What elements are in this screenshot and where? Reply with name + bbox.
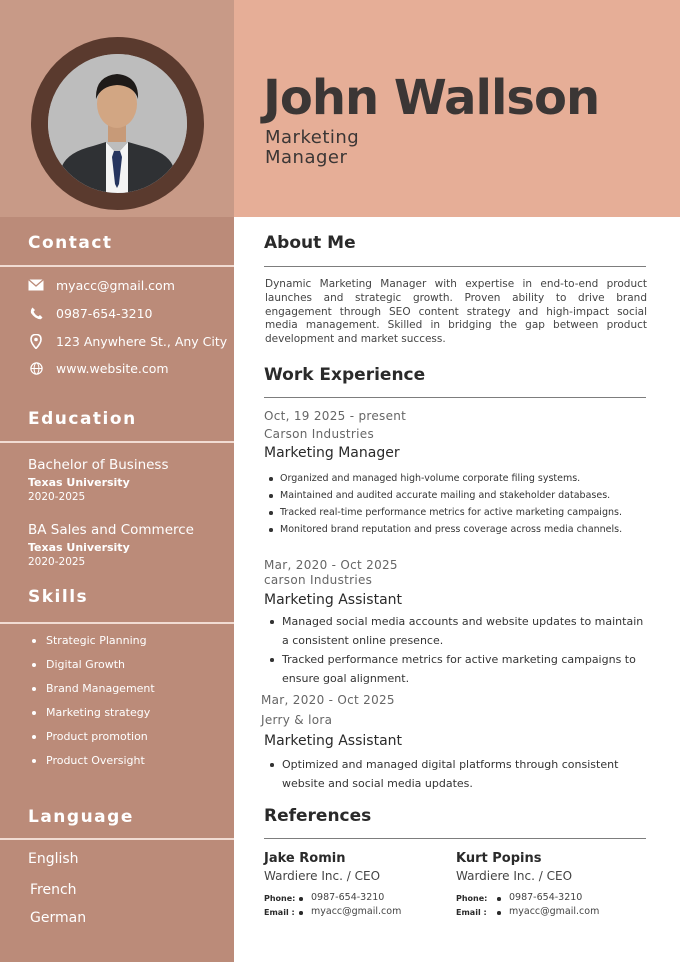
list-item: Monitored brand reputation and press coverage across media channels. xyxy=(268,521,648,538)
work-heading: Work Experience xyxy=(264,365,426,385)
skill-label: Marketing strategy xyxy=(46,706,151,719)
about-heading: About Me xyxy=(264,233,356,253)
skill-item xyxy=(32,682,155,695)
contact-phone[interactable] xyxy=(28,305,153,321)
bullet-icon xyxy=(299,911,303,915)
divider xyxy=(264,838,646,839)
contact-heading: Contact xyxy=(28,233,113,253)
job-role: Marketing Assistant xyxy=(264,733,403,749)
reference-email-label: Email : xyxy=(456,908,487,917)
divider xyxy=(264,266,646,267)
reference-email: myacc@gmail.com xyxy=(509,906,600,917)
list-item: Managed social media accounts and website updates to maintain a consistent online presence. xyxy=(268,612,650,650)
profile-photo xyxy=(48,54,187,193)
education-school: Texas University xyxy=(28,476,130,489)
contact-website[interactable] xyxy=(28,360,169,376)
reference-email: myacc@gmail.com xyxy=(311,906,402,917)
skill-label: Digital Growth xyxy=(46,658,125,671)
person-name: John Wallson xyxy=(263,70,600,126)
language-item: English xyxy=(28,851,79,867)
reference-phone-label: Phone: xyxy=(456,894,488,903)
location-pin-icon xyxy=(28,333,44,349)
list-item: Maintained and audited accurate mailing and stakeholder databases. xyxy=(268,487,648,504)
skill-label: Brand Management xyxy=(46,682,155,695)
skill-item xyxy=(32,658,125,671)
skill-label: Product promotion xyxy=(46,730,148,743)
divider xyxy=(264,397,646,398)
reference-phone-label: Phone: xyxy=(264,894,296,903)
skill-item xyxy=(32,754,145,767)
references-heading: References xyxy=(264,806,372,826)
contact-address-text: 123 Anywhere St., Any City xyxy=(56,333,228,349)
job-role: Marketing Assistant xyxy=(264,592,403,608)
job-company: Carson Industries xyxy=(264,427,375,441)
divider xyxy=(0,441,234,443)
job-company: carson Industries xyxy=(264,573,373,587)
bullet-icon xyxy=(32,711,36,715)
phone-icon xyxy=(28,305,44,321)
job-date: Oct, 19 2025 - present xyxy=(264,409,407,423)
job-title: Marketing Manager xyxy=(265,127,360,168)
reference-phone: 0987-654-3210 xyxy=(509,892,583,903)
contact-email-text: myacc@gmail.com xyxy=(56,277,175,293)
language-item: German xyxy=(30,910,87,926)
skill-label: Product Oversight xyxy=(46,754,145,767)
divider xyxy=(0,838,234,840)
job-bullets xyxy=(268,612,650,688)
list-item: Tracked real-time performance metrics for active marketing campaigns. xyxy=(268,504,648,521)
divider xyxy=(0,265,234,267)
job-date: Mar, 2020 - Oct 2025 xyxy=(264,558,398,572)
education-degree: Bachelor of Business xyxy=(28,457,169,473)
contact-address xyxy=(28,333,227,349)
reference-email-label: Email : xyxy=(264,908,295,917)
job-date: Mar, 2020 - Oct 2025 xyxy=(261,693,395,707)
reference-name: Jake Romin xyxy=(264,851,346,866)
education-degree: BA Sales and Commerce xyxy=(28,522,194,538)
bullet-icon xyxy=(32,687,36,691)
divider xyxy=(0,622,234,624)
job-role: Marketing Manager xyxy=(264,445,400,461)
contact-phone-text: 0987-654-3210 xyxy=(56,305,153,321)
education-years: 2020-2025 xyxy=(28,491,86,503)
bullet-icon xyxy=(32,639,36,643)
bullet-icon xyxy=(32,735,36,739)
job-bullets xyxy=(268,470,648,538)
skill-item xyxy=(32,730,148,743)
reference-org: Wardiere Inc. / CEO xyxy=(456,869,573,883)
list-item: Organized and managed high-volume corporate filing systems. xyxy=(268,470,648,487)
language-heading: Language xyxy=(28,807,134,827)
mail-icon xyxy=(28,277,44,293)
skills-heading: Skills xyxy=(28,587,89,607)
education-years: 2020-2025 xyxy=(28,556,86,568)
list-item: Tracked performance metrics for active marketing campaigns to ensure goal alignment. xyxy=(268,650,650,688)
skill-item xyxy=(32,706,150,719)
reference-org: Wardiere Inc. / CEO xyxy=(264,869,381,883)
job-company: Jerry & lora xyxy=(261,713,333,727)
person-portrait-icon xyxy=(48,54,187,193)
education-heading: Education xyxy=(28,409,137,429)
skill-label: Strategic Planning xyxy=(46,634,147,647)
bullet-icon xyxy=(32,663,36,667)
bullet-icon xyxy=(299,897,303,901)
bullet-icon xyxy=(497,897,501,901)
language-item: French xyxy=(30,882,77,898)
list-item: Optimized and managed digital platforms through consistent website and social media updates. xyxy=(268,755,628,793)
contact-website-text: www.website.com xyxy=(56,360,169,376)
about-text: Dynamic Marketing Manager with expertise in end-to-end product launches and strategic growth. Proven ability to drive brand engagement through SEO content strategy and high-impact social media management. Skilled in bridging the gap between product development and market success. xyxy=(265,278,647,346)
bullet-icon xyxy=(497,911,501,915)
reference-name: Kurt Popins xyxy=(456,851,542,866)
contact-email[interactable] xyxy=(28,277,175,293)
globe-icon xyxy=(28,360,44,376)
bullet-icon xyxy=(32,759,36,763)
skill-item xyxy=(32,634,147,647)
job-bullets xyxy=(268,755,628,793)
education-school: Texas University xyxy=(28,541,130,554)
reference-phone: 0987-654-3210 xyxy=(311,892,385,903)
